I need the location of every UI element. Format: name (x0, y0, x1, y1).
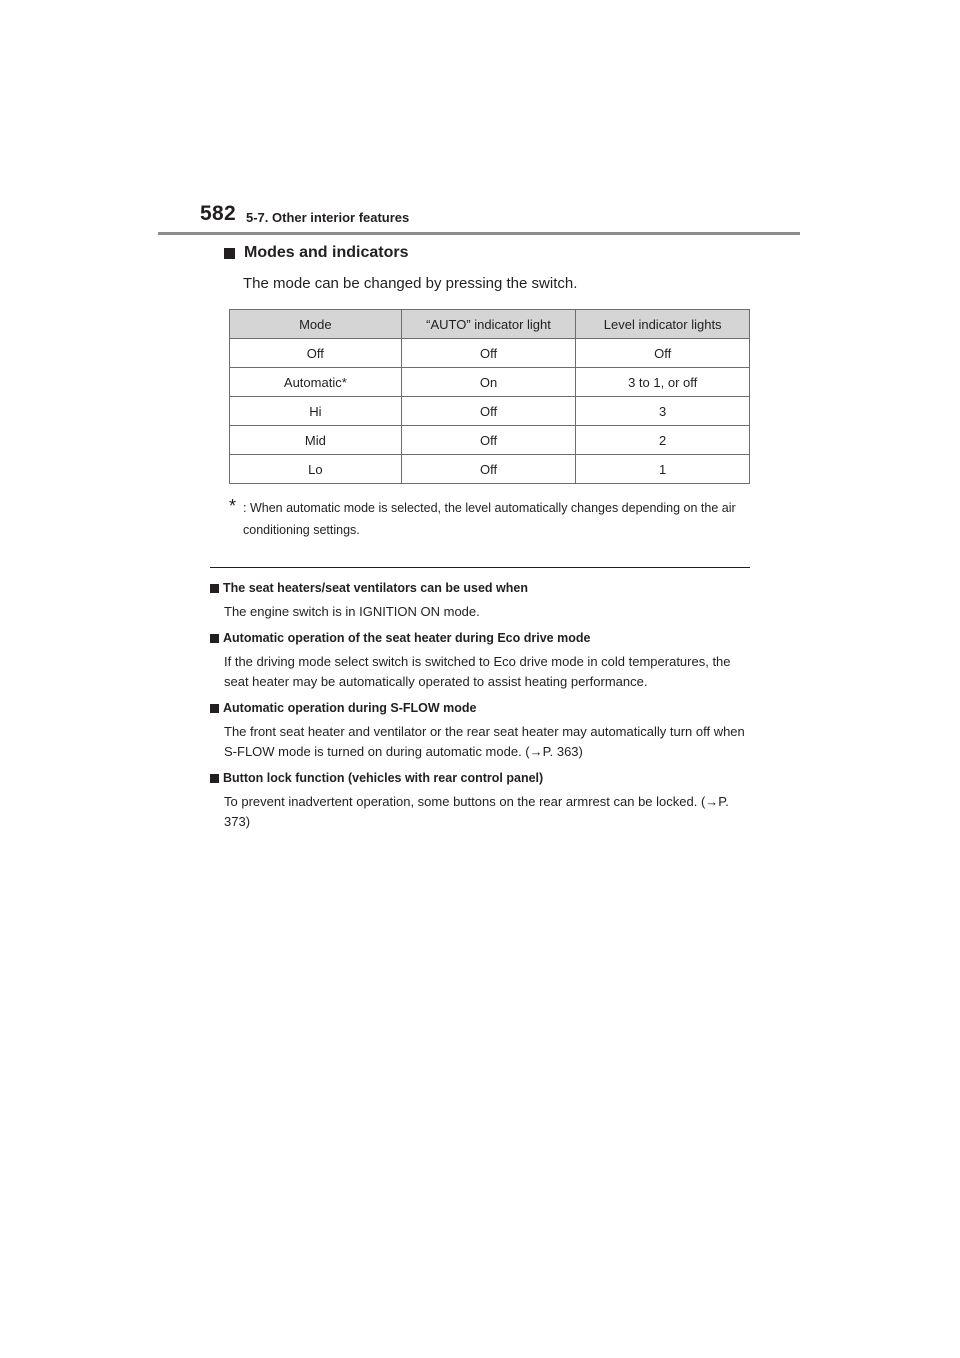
table-cell: 1 (576, 455, 750, 484)
table-row (230, 368, 750, 397)
modes-heading-text: Modes and indicators (244, 244, 409, 261)
square-bullet-icon (224, 248, 235, 259)
table-row (230, 339, 750, 368)
table-cell: Off (576, 339, 750, 368)
note-heading-text: Automatic operation during S-FLOW mode (223, 701, 477, 715)
modes-heading (224, 244, 408, 262)
note-item (210, 768, 750, 832)
square-bullet-icon (210, 704, 219, 713)
table-cell: Mid (230, 426, 402, 455)
table-cell: Hi (230, 397, 402, 426)
note-heading (210, 698, 750, 718)
page-number: 582 (200, 202, 236, 225)
modes-table (229, 309, 750, 484)
table-row (230, 455, 750, 484)
note-body: To prevent inadvertent operation, some buttons on the rear armrest can be locked. (→P. 373) (224, 794, 729, 829)
note-heading (210, 768, 750, 788)
note-heading-text: Button lock function (vehicles with rear control panel) (223, 771, 544, 785)
note-body: The front seat heater and ventilator or the rear seat heater may automatically turn off when S-FLOW mode is turned on during automatic mode. (→P. 363) (224, 724, 745, 759)
table-cell: Off (401, 455, 576, 484)
table-row (230, 397, 750, 426)
table-footnote (229, 497, 759, 541)
footnote-text: : When automatic mode is selected, the level automatically changes depending on the air conditioning settings. (243, 501, 736, 537)
table-row (230, 426, 750, 455)
note-heading (210, 628, 750, 648)
column-header-mode: Mode (230, 310, 402, 339)
note-body: If the driving mode select switch is switched to Eco drive mode in cold temperatures, the seat heater may be automatically operated to assist heating performance. (224, 654, 731, 689)
table-cell: On (401, 368, 576, 397)
section-title: 5-7. Other interior features (246, 210, 410, 225)
square-bullet-icon (210, 774, 219, 783)
square-bullet-icon (210, 584, 219, 593)
table-cell: Off (401, 339, 576, 368)
table-cell: 3 to 1, or off (576, 368, 750, 397)
note-item (210, 578, 750, 622)
notes-section (210, 578, 750, 838)
section-divider (210, 567, 750, 568)
page-header (0, 0, 960, 240)
table-cell: 2 (576, 426, 750, 455)
table-cell: Off (230, 339, 402, 368)
table-cell: Off (401, 397, 576, 426)
note-heading-text: The seat heaters/seat ventilators can be used when (223, 581, 528, 595)
table-cell: 3 (576, 397, 750, 426)
footnote-mark: * (229, 496, 237, 516)
column-header-level-indicator: Level indicator lights (576, 310, 750, 339)
modes-intro: The mode can be changed by pressing the switch. (243, 275, 578, 292)
column-header-auto-indicator: “AUTO” indicator light (401, 310, 576, 339)
header-rule (158, 232, 800, 235)
table-cell: Automatic* (230, 368, 402, 397)
square-bullet-icon (210, 634, 219, 643)
note-body: The engine switch is in IGNITION ON mode. (224, 604, 480, 619)
table-header-row (230, 310, 750, 339)
note-heading (210, 578, 750, 598)
note-item (210, 698, 750, 762)
note-item (210, 628, 750, 692)
table-cell: Off (401, 426, 576, 455)
table-cell: Lo (230, 455, 402, 484)
note-heading-text: Automatic operation of the seat heater during Eco drive mode (223, 631, 591, 645)
